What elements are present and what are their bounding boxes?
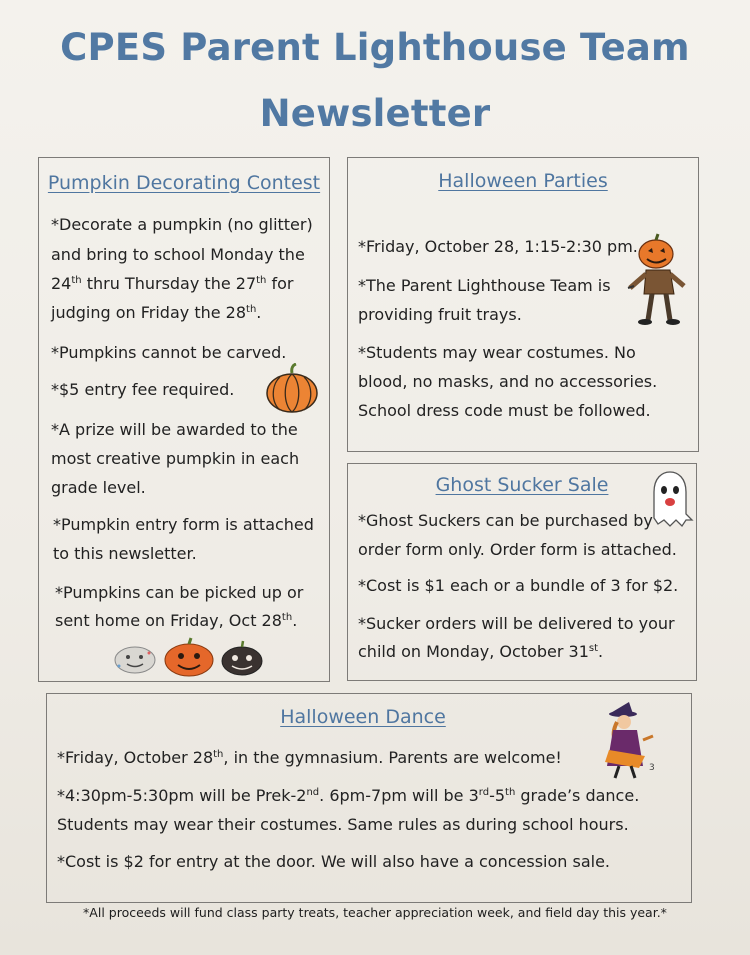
svg-text:3: 3 <box>649 763 655 773</box>
parties-line: *The Parent Lighthouse Team is <box>358 276 611 295</box>
parties-line: School dress code must be followed. <box>358 401 651 420</box>
proceeds-footnote: *All proceeds will fund class party treats, teacher appreciation week, and field day this year.* <box>83 905 667 920</box>
halloween-dance-section <box>46 693 692 903</box>
pumpkin-contest-section <box>38 157 330 682</box>
contest-line: to this newsletter. <box>53 544 197 563</box>
jack-o-lantern-scarecrow-icon <box>626 232 692 328</box>
halloween-parties-heading: Halloween Parties <box>438 170 608 192</box>
contest-line: grade level. <box>51 478 146 497</box>
dance-line: *Cost is $2 for entry at the door. We will also have a concession sale. <box>57 852 610 871</box>
sucker-line: *Sucker orders will be delivered to your <box>358 614 675 633</box>
sucker-line: *Cost is $1 each or a bundle of 3 for $2. <box>358 576 679 595</box>
newsletter-title: CPES Parent Lighthouse Team <box>60 26 690 69</box>
dance-line: Students may wear their costumes. Same rules as during school hours. <box>57 815 629 834</box>
contest-line: 24th thru Thursday the 27th for <box>51 274 294 293</box>
ghost-sucker-heading: Ghost Sucker Sale <box>435 474 609 496</box>
pumpkin-icon <box>265 363 319 413</box>
parties-line: providing fruit trays. <box>358 305 522 324</box>
contest-line: sent home on Friday, Oct 28th. <box>55 611 298 630</box>
contest-line: judging on Friday the 28th. <box>51 303 262 322</box>
newsletter-subtitle: Newsletter <box>259 92 491 135</box>
parties-line: blood, no masks, and no accessories. <box>358 372 658 391</box>
halloween-parties-section <box>347 157 699 452</box>
ghost-sucker-section <box>347 463 697 681</box>
pumpkin-contest-heading: Pumpkin Decorating Contest <box>47 172 321 194</box>
dance-line: *Friday, October 28th, in the gymnasium. Parents are welcome! <box>57 748 562 767</box>
sucker-line: child on Monday, October 31st. <box>358 642 604 661</box>
decorated-pumpkins-icon <box>109 636 269 678</box>
parties-line: *Students may wear costumes. No <box>358 343 636 362</box>
contest-line: most creative pumpkin in each <box>51 449 300 468</box>
dance-line: *4:30pm-5:30pm will be Prek-2nd. 6pm-7pm will be 3rd-5th grade’s dance. <box>57 786 640 805</box>
contest-line: *Pumpkins cannot be carved. <box>51 343 287 362</box>
sucker-line: order form only. Order form is attached. <box>358 540 677 559</box>
ghost-icon <box>646 470 694 528</box>
contest-line: *Pumpkin entry form is attached <box>53 515 314 534</box>
contest-line: *Decorate a pumpkin (no glitter) <box>51 215 313 234</box>
parties-line: *Friday, October 28, 1:15-2:30 pm. <box>358 237 638 256</box>
contest-line: and bring to school Monday the <box>51 245 305 264</box>
contest-line: *Pumpkins can be picked up or <box>55 583 304 602</box>
sucker-line: *Ghost Suckers can be purchased by <box>358 511 653 530</box>
witch-icon <box>599 700 659 780</box>
halloween-dance-heading: Halloween Dance <box>280 706 446 728</box>
contest-line: *$5 entry fee required. <box>51 380 235 399</box>
contest-line: *A prize will be awarded to the <box>51 420 298 439</box>
